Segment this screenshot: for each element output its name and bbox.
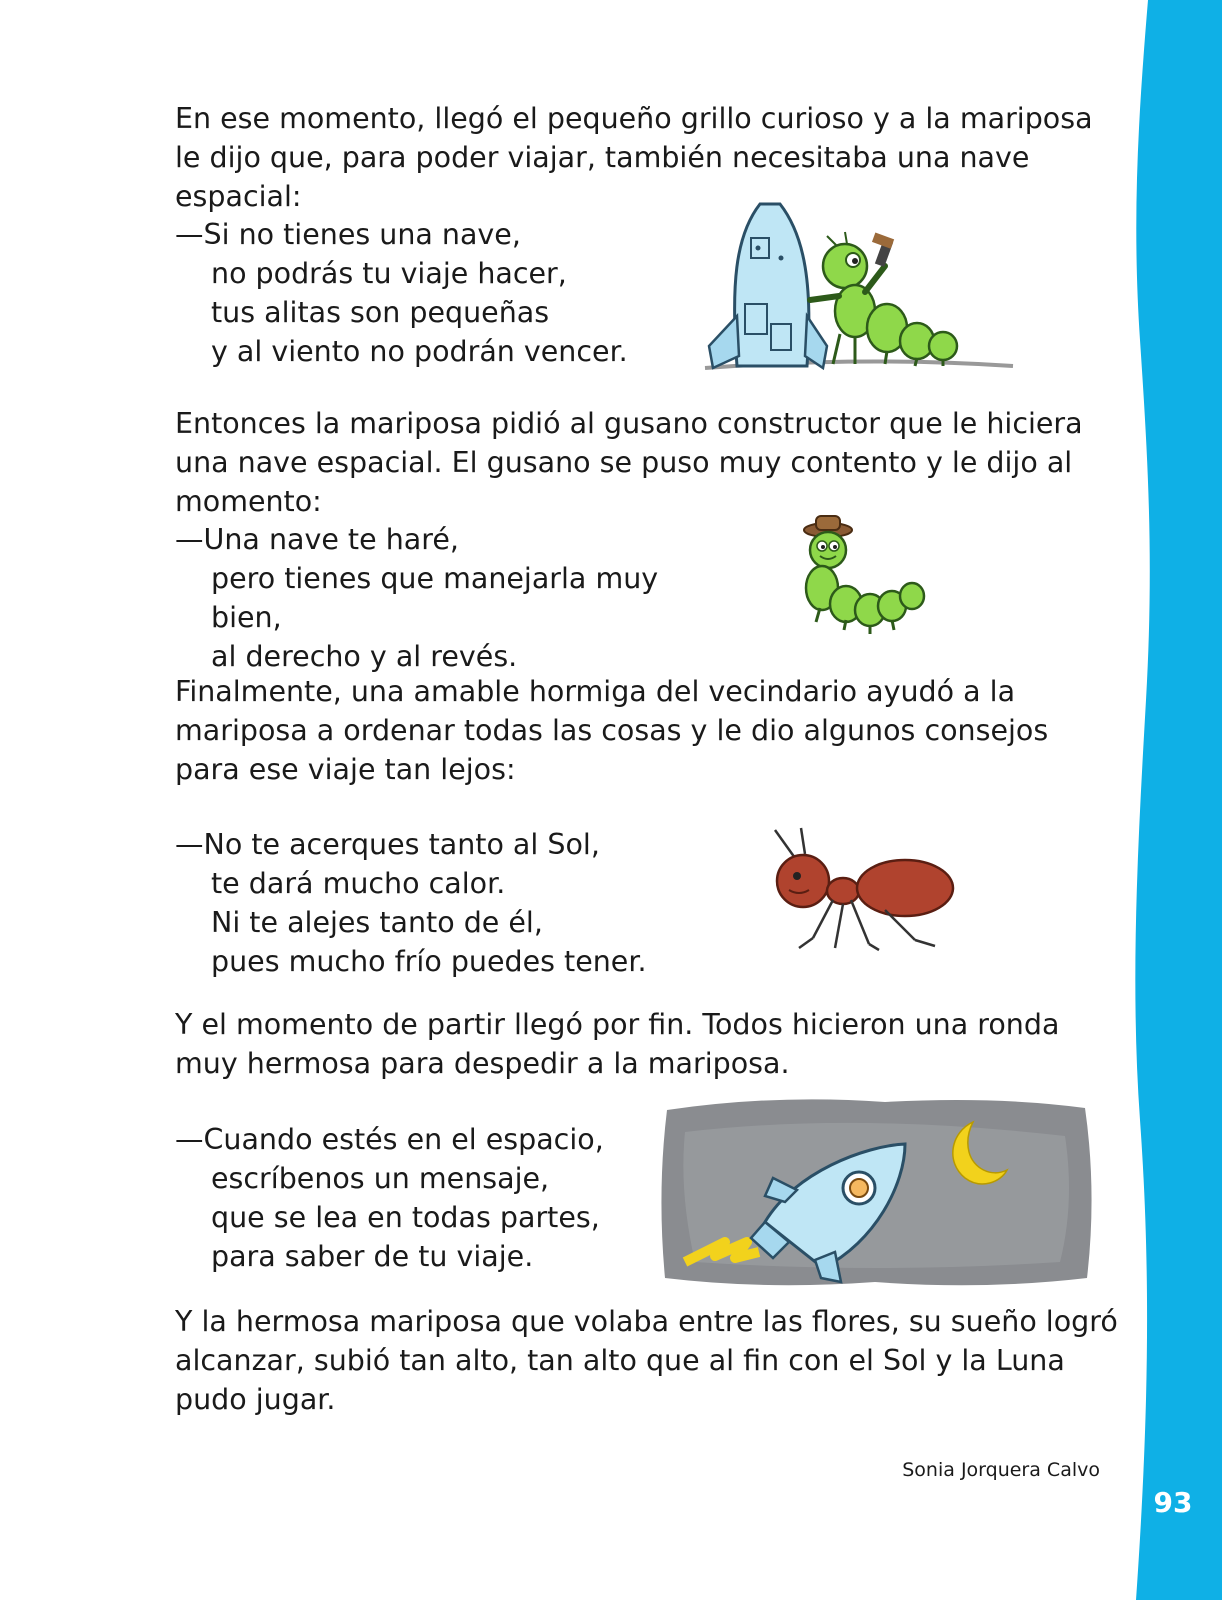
paragraph-5: Y la hermosa mariposa que volaba entre las flores, su sueño logró alcanzar, subió tan alto, tan alto que al fin con el Sol y la Luna pudo jugar. (175, 1305, 1118, 1416)
rocket-in-space-illustration (655, 1092, 1100, 1292)
verse-line: que se lea en todas partes, (211, 1201, 600, 1234)
verse-line: escríbenos un mensaje, (211, 1162, 550, 1195)
verse-line: y al viento no podrán vencer. (211, 335, 628, 368)
verse-line: no podrás tu viaje hacer, (211, 257, 567, 290)
verse-line: —Cuando estés en el espacio, (175, 1123, 604, 1156)
ant-illustration (765, 826, 965, 971)
rocket-and-caterpillar-illustration (695, 196, 1035, 381)
verse-line: tus alitas son pequeñas (211, 296, 550, 329)
verse-line: te dará mucho calor. (211, 867, 506, 900)
author-credit: Sonia Jorquera Calvo (902, 1459, 1100, 1481)
verse-line: para saber de tu viaje. (211, 1240, 534, 1273)
verse-line: —No te acerques tanto al Sol, (175, 828, 600, 861)
paragraph-3: Finalmente, una amable hormiga del vecindario ayudó a la mariposa a ordenar todas las cosas y le dio algunos consejos para ese viaje tan lejos: (175, 675, 1049, 786)
paragraph-2: Entonces la mariposa pidió al gusano constructor que le hiciera una nave espacial. El gusano se puso muy contento y le dijo al momento: (175, 407, 1083, 518)
verse-4 (175, 1120, 655, 1276)
verse-1 (175, 215, 655, 371)
paragraph-4: Y el momento de partir llegó por fin. Todos hicieron una ronda muy hermosa para despedir a la mariposa. (175, 1008, 1060, 1080)
verse-line: al derecho y al revés. (211, 640, 518, 673)
verse-line: —Si no tienes una nave, (175, 218, 521, 251)
paragraph-1: En ese momento, llegó el pequeño grillo curioso y a la mariposa le dijo que, para poder viajar, también necesitaba una nave espacial: (175, 102, 1093, 213)
verse-line: pero tienes que manejarla muy bien, (211, 562, 659, 634)
verse-2 (175, 520, 735, 676)
verse-line: pues mucho frío puedes tener. (211, 945, 647, 978)
verse-line: Ni te alejes tanto de él, (211, 906, 543, 939)
verse-3 (175, 825, 655, 981)
verse-line: —Una nave te haré, (175, 523, 459, 556)
page-number: 93 (1153, 1486, 1193, 1519)
caterpillar-with-hat-illustration (780, 512, 930, 642)
